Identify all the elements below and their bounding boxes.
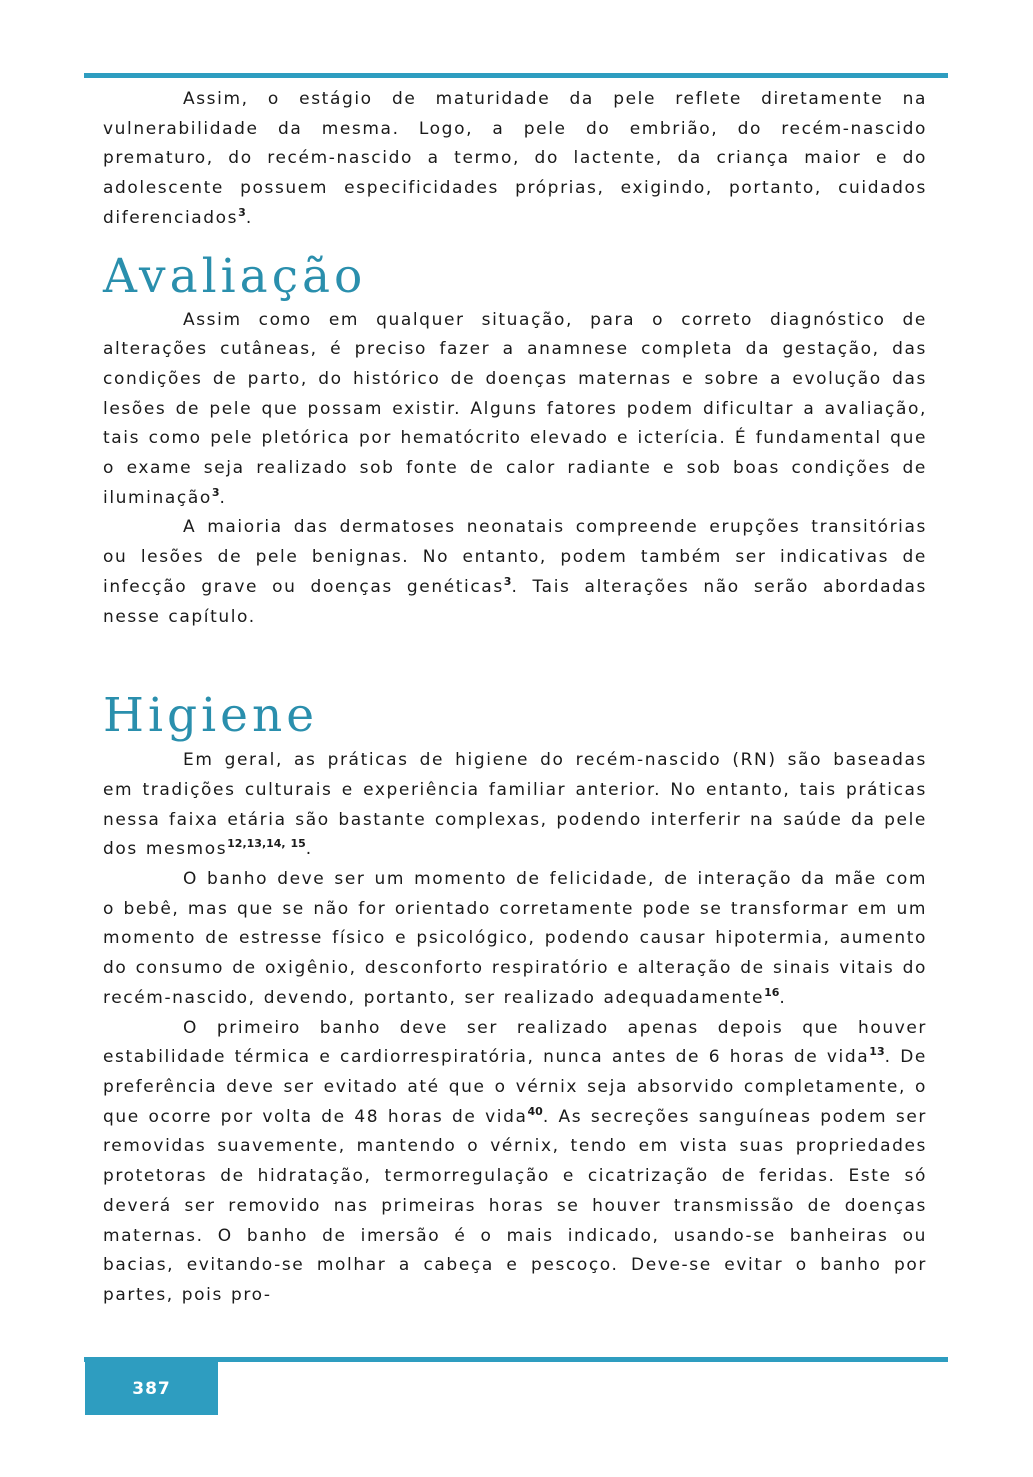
- paragraph-text: Assim como em qualquer situação, para o correto diagnóstico de alterações cutâneas, é preciso fazer a anamnese completa da gestação, das condições de parto, do histórico de doenças maternas e sobre a evolução das lesões de pele que possam existir. Alguns fatores podem dificultar a avaliação, tais como pele pletórica por hematócrito elevado e icterícia. É fundamental que o exame seja realizado sob fonte de calor radiante e sob boas condições de iluminação: [103, 309, 927, 508]
- paragraph-text: O banho deve ser um momento de felicidade, de interação da mãe com o bebê, mas que se não for orientado corretamente pode se transformar em um momento de estresse físico e psicológico, podendo causar hipotermia, aumento do consumo de oxigênio, desconforto respiratório e alteração de sinais vitais do recém-nascido, devendo, portanto, ser realizado adequadamente: [103, 869, 927, 1008]
- page-content: [103, 85, 927, 1311]
- page-number-box: [85, 1362, 218, 1415]
- reference-superscript: 40: [527, 1104, 543, 1118]
- paragraph-text: . As secreções sanguíneas podem ser removidas suavemente, mantendo o vérnix, tendo em vista suas propriedades protetoras de hidratação, termorregulação e cicatrização de feridas. Este só deverá ser removido nas primeiras horas se houver transmissão de doenças maternas. O banho de imersão é o mais indicado, usando-se banheiras ou bacias, evitando-se molhar a cabeça e pescoço. Deve-se evitar o banho por partes, pois pro-: [103, 1106, 927, 1305]
- paragraph-text: .: [245, 207, 253, 228]
- reference-superscript: 12,13,14, 15: [227, 837, 306, 851]
- top-rule: [84, 73, 948, 78]
- intro-paragraph: [103, 85, 927, 234]
- paragraph-text: .: [779, 987, 787, 1008]
- reference-superscript: 3: [503, 574, 512, 588]
- paragraph-text: .: [219, 487, 227, 508]
- paragraph-text: A maioria das dermatoses neonatais compreende erupções transitórias ou lesões de pele benignas. No entanto, podem também ser indicativas de infecção grave ou doenças genéticas: [103, 517, 927, 597]
- page-number: 387: [132, 1378, 171, 1399]
- higiene-paragraph-3: [103, 1014, 927, 1311]
- reference-superscript: 16: [764, 985, 780, 999]
- paragraph-text: . Tais alterações não serão abordadas nesse capítulo.: [103, 576, 927, 627]
- paragraph-text: .: [305, 839, 313, 860]
- avaliacao-paragraph-2: [103, 513, 927, 632]
- reference-superscript: 3: [238, 205, 246, 219]
- avaliacao-paragraph-1: [103, 306, 927, 514]
- paragraph-text: . De preferência deve ser evitado até que o vérnix seja absorvido completamente, o que ocorre por volta de 48 horas de vida: [103, 1047, 927, 1127]
- reference-superscript: 13: [869, 1045, 885, 1059]
- higiene-paragraph-2: [103, 865, 927, 1014]
- section-heading-higiene: Higiene: [103, 688, 319, 744]
- reference-superscript: 3: [211, 485, 220, 499]
- paragraph-text: Assim, o estágio de maturidade da pele reflete diretamente na vulnerabilidade da mesma. Logo, a pele do embrião, do recém-nascido prematuro, do recém-nascido a termo, do lactente, da criança maior e do adolescente possuem especificidades próprias, exigindo, portanto, cuidados diferenciados: [103, 89, 927, 228]
- paragraph-text: Em geral, as práticas de higiene do recém-nascido (RN) são baseadas em tradições culturais e experiência familiar anterior. No entanto, tais práticas nessa faixa etária são bastante complexas, podendo interferir na saúde da pele dos mesmos: [103, 750, 927, 860]
- paragraph-text: O primeiro banho deve ser realizado apenas depois que houver estabilidade térmica e cardiorrespiratória, nunca antes de 6 horas de vida: [103, 1017, 927, 1068]
- section-heading-avaliacao: Avaliação: [103, 248, 367, 304]
- higiene-paragraph-1: [103, 746, 927, 865]
